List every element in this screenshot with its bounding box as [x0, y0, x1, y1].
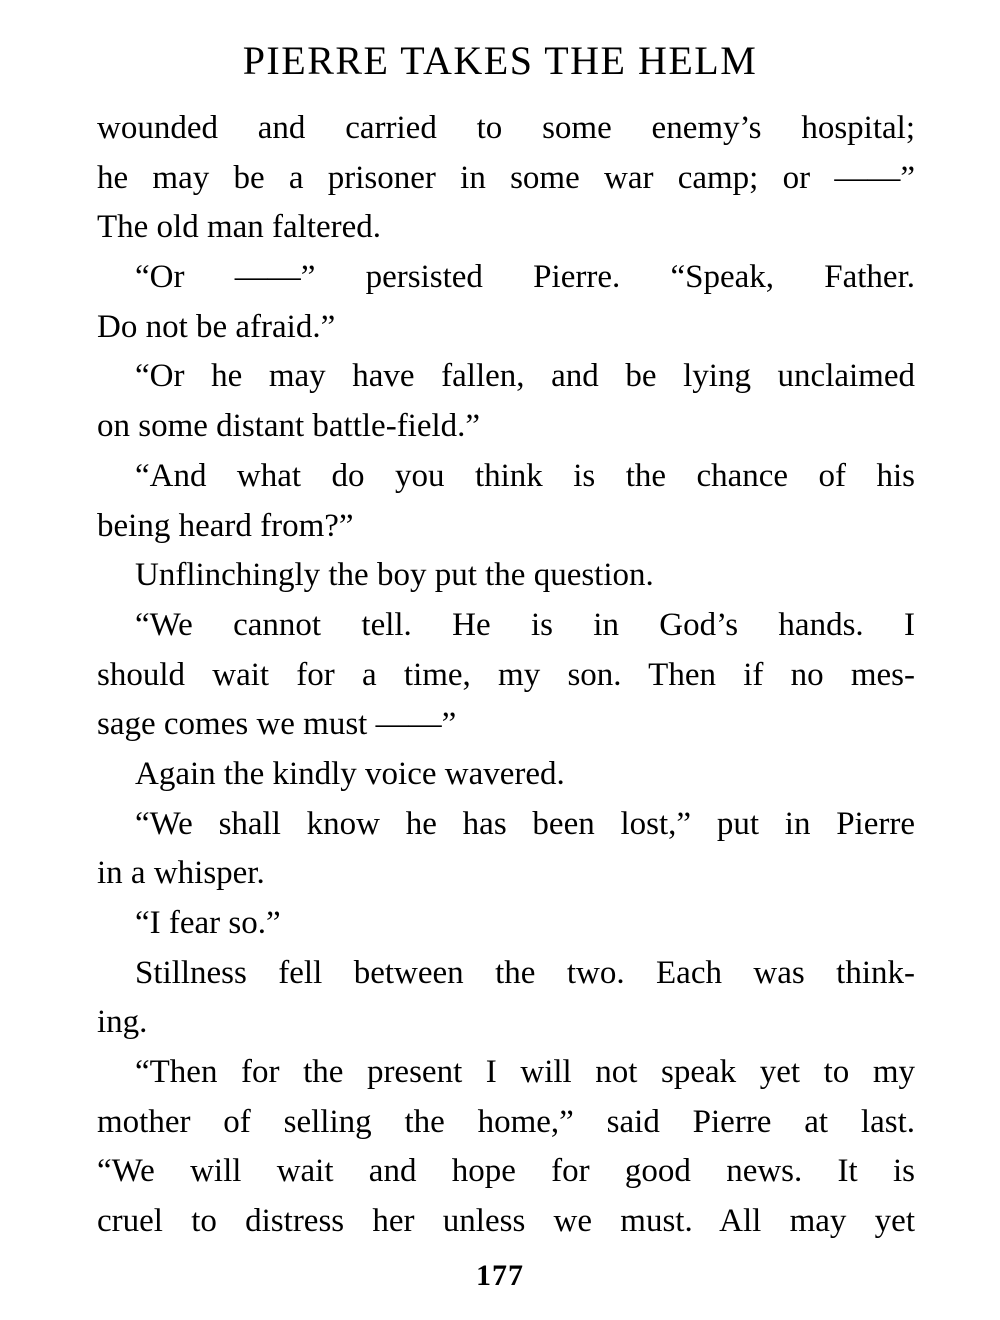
text-line: Unflinchingly the boy put the question. — [135, 557, 654, 594]
text-line: cruel to distress her unless we must. All may yet — [97, 1203, 915, 1240]
text-line: wounded and carried to some enemy’s hospital; — [97, 110, 915, 146]
text-line: he may be a prisoner in some war camp; or ——” — [97, 159, 915, 196]
text-line: “Or he may have fallen, and be lying unclaimed — [135, 358, 915, 395]
text-line: Again the kindly voice wavered. — [135, 755, 565, 792]
text-line: “I fear so.” — [135, 905, 281, 941]
text-line: “Or ——” persisted Pierre. “Speak, Father. — [135, 259, 915, 296]
text-line: should wait for a time, my son. Then if no mes- — [97, 656, 915, 693]
text-line: mother of selling the home,” said Pierre at last. — [97, 1103, 915, 1140]
text-line: on some distant battle-field.” — [97, 408, 481, 445]
text-line: “We cannot tell. He is in God’s hands. I — [135, 606, 915, 643]
text-line: sage comes we must ——” — [97, 706, 457, 743]
text-line: Stillness fell between the two. Each was think- — [135, 954, 915, 991]
running-head: PIERRE TAKES THE HELM — [242, 38, 758, 83]
text-line: “And what do you think is the chance of his — [135, 457, 915, 494]
body-text — [97, 104, 915, 1247]
text-line: “We shall know he has been lost,” put in Pierre — [135, 805, 915, 842]
text-line: being heard from?” — [97, 507, 354, 544]
text-line: ing. — [97, 1004, 148, 1041]
text-line: “We will wait and hope for good news. It is — [97, 1153, 915, 1190]
text-line: “Then for the present I will not speak yet to my — [135, 1054, 915, 1091]
text-line: The old man faltered. — [97, 209, 382, 246]
text-line: in a whisper. — [97, 855, 265, 892]
page-number: 177 — [476, 1259, 524, 1292]
text-line: Do not be afraid.” — [97, 308, 336, 345]
